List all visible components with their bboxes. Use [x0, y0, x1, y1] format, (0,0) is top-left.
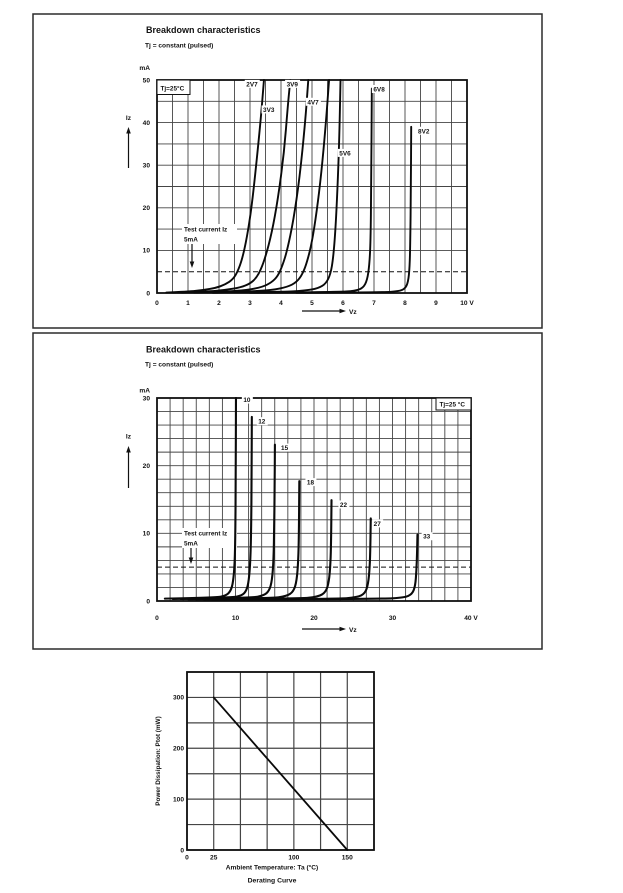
curve-label: 5V6 — [339, 150, 351, 158]
iz-axis-label: Iz — [125, 115, 132, 122]
curve-label: 2V7 — [246, 81, 258, 89]
x-tick-label: 0 — [155, 300, 159, 307]
curve-8V2 — [297, 127, 412, 293]
x-tick-label: 9 — [434, 300, 438, 307]
y-axis-unit: mA — [139, 65, 150, 72]
y-tick-label: 200 — [172, 745, 184, 753]
x-tick-label: 2 — [217, 300, 221, 307]
y-axis-unit: mA — [139, 387, 150, 395]
chart-2 — [155, 672, 374, 885]
curve-label: 4V7 — [307, 99, 319, 107]
curve-label: 3V3 — [263, 106, 275, 114]
x-tick-label: 3 — [248, 300, 252, 307]
curve-label: 10 — [243, 397, 251, 405]
x-tick-label: 4 — [279, 300, 283, 307]
chart-subtitle: Tj = constant (pulsed) — [145, 42, 214, 50]
y-tick-label: 40 — [142, 119, 150, 127]
vz-axis-label: Vz — [349, 308, 357, 316]
chart-1 — [33, 333, 542, 649]
x-tick-label: 0 — [185, 854, 189, 862]
x-tick-label: 7 — [372, 300, 376, 307]
x-tick-label: 1 — [186, 300, 190, 307]
test-current-note-line2: 5mA — [184, 236, 198, 244]
vz-right-arrow-head — [340, 309, 347, 314]
test-current-note-line1: Test current Iz — [184, 530, 228, 538]
x-tick-label: 150 — [341, 854, 353, 862]
chart-0 — [33, 14, 542, 328]
y-tick-label: 100 — [172, 796, 184, 804]
vz-axis-label: Vz — [349, 626, 357, 634]
x-tick-label: 10 — [231, 615, 240, 622]
curve-label: 18 — [306, 479, 315, 487]
y-axis-title: Power Dissipation: Ptot (mW) — [155, 716, 162, 806]
curve-15 — [181, 445, 275, 599]
curve-label: 22 — [339, 501, 348, 509]
x-tick-label: 10 V — [460, 300, 474, 307]
y-tick-label: 0 — [146, 290, 150, 298]
y-tick-label: 10 — [142, 247, 150, 255]
curve-22 — [196, 500, 331, 599]
curve-label: 3V9 — [286, 81, 298, 89]
curve-6V8 — [250, 89, 372, 293]
iz-up-arrow-head — [126, 446, 131, 453]
x-tick-label: 40 V — [464, 615, 478, 622]
curve-label: 8V2 — [418, 128, 430, 136]
x-tick-label: 30 — [388, 615, 397, 622]
x-tick-label: 6 — [341, 300, 345, 307]
panel-border — [33, 14, 542, 328]
curve-10 — [165, 398, 236, 599]
chart-caption: Derating Curve — [247, 877, 297, 885]
corner-temp-label: Tj=25 °C — [439, 401, 465, 409]
curve-label: 12 — [258, 418, 266, 426]
y-tick-label: 30 — [142, 162, 150, 170]
vz-right-arrow-head — [340, 627, 347, 632]
y-tick-label: 300 — [172, 694, 184, 702]
x-tick-label: 0 — [155, 615, 159, 622]
x-tick-label: 8 — [403, 300, 407, 307]
x-tick-label: 5 — [310, 300, 314, 307]
x-tick-label: 100 — [288, 854, 300, 862]
y-tick-label: 20 — [142, 462, 150, 470]
x-axis-title: Ambient Temperature: Ta (°C) — [225, 864, 319, 872]
y-tick-label: 20 — [142, 205, 150, 213]
iz-axis-label: Iz — [125, 433, 132, 441]
y-tick-label: 50 — [142, 77, 150, 85]
iz-up-arrow-head — [126, 127, 131, 134]
test-current-note-line2: 5mA — [184, 540, 198, 548]
y-tick-label: 10 — [142, 530, 150, 538]
curve-33 — [212, 535, 418, 600]
y-tick-label: 30 — [142, 395, 150, 403]
y-tick-label: 0 — [180, 847, 184, 855]
chart-subtitle: Tj = constant (pulsed) — [145, 361, 214, 369]
curve-label: 6V8 — [373, 86, 385, 94]
x-tick-label: 20 — [310, 615, 318, 622]
curve-label: 27 — [373, 520, 381, 528]
curve-label: 15 — [281, 445, 289, 453]
chart-title: Breakdown characteristics — [146, 344, 261, 355]
curve-label: 33 — [423, 533, 431, 541]
y-tick-label: 0 — [146, 598, 150, 606]
x-tick-label: 25 — [210, 854, 218, 862]
test-current-arrow-head — [190, 262, 195, 269]
curve-12 — [173, 417, 252, 599]
chart-title: Breakdown characteristics — [146, 25, 261, 35]
test-current-note-line1: Test current Iz — [184, 226, 228, 234]
corner-temp-label: Tj=25°C — [160, 85, 185, 93]
